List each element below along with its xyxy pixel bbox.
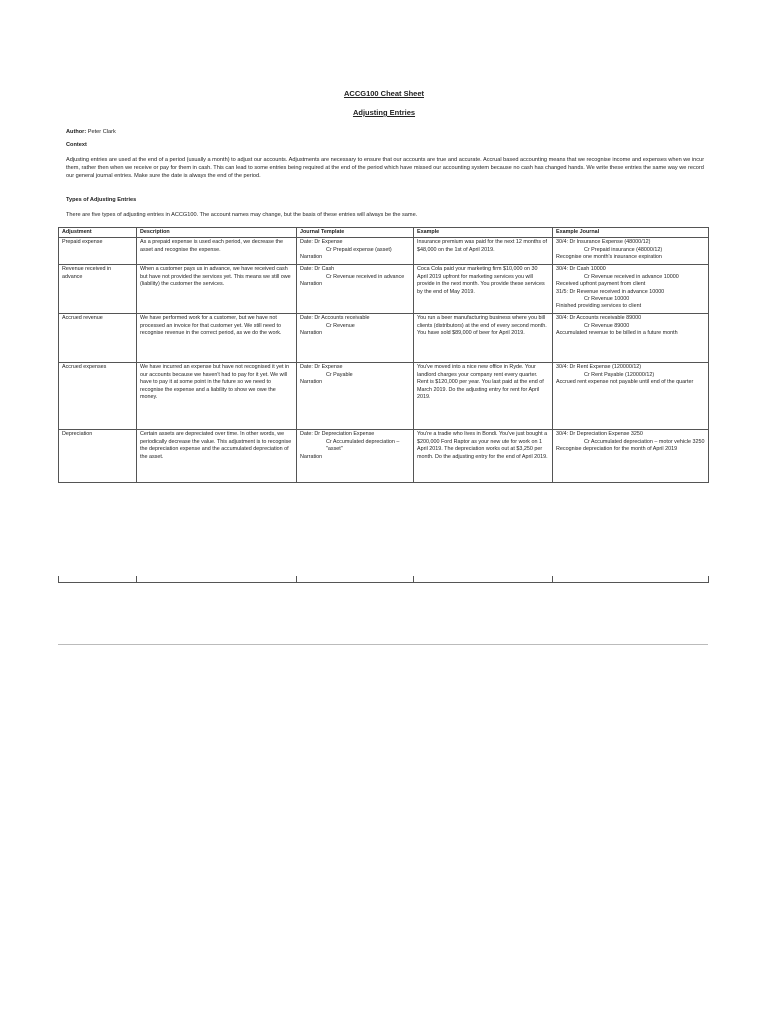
- template-line: Cr Revenue: [326, 322, 355, 329]
- journal-line: Cr Revenue 89000: [584, 322, 630, 329]
- journal-line: Accrued rent expense not payable until end of the quarter: [556, 379, 694, 386]
- journal-line: Cr Rent Payable (120000/12): [584, 371, 655, 378]
- template-cell: [297, 238, 414, 265]
- description-cell: Certain assets are depreciated over time. In other words, we periodically decrease the value. This adjustment is to recognise the depreciation expense and the accumulated depreciation of the asset.: [137, 430, 297, 483]
- journal-cell: [553, 238, 709, 265]
- journal-line: Received upfront payment from client: [556, 281, 646, 288]
- journal-line: Accumulated revenue to be billed in a future month: [556, 330, 678, 337]
- description-cell: We have performed work for a customer, but we have not processed an invoice for that customer yet. We still need to recognise revenue in the correct period, as we do the work.: [137, 314, 297, 363]
- description-cell: We have incurred an expense but have not recognised it yet in our accounts because we haven't had to pay for it yet. We will have to pay it at some point in the future so we need to recognise the expense and a liability to show we owe the money.: [137, 363, 297, 430]
- journal-line: 30/4: Dr Accounts receivable 89000: [556, 315, 642, 322]
- context-paragraph: Adjusting entries are used at the end of a period (usually a month) to adjust our accounts. Adjustments are necessary to ensure that our accounts are true and accurate. Accrual based accounting means that we recognise income and expenses when we incur them, rather then when we receive or pay for them in cash. This can lead to some entries being required at the end of the period which have missed our accounting system because no cash has changed hands. We write these entries the same way we record our general journal entries. Make sure the date is always the end of the period.: [66, 157, 705, 180]
- column-header-description: Description: [137, 228, 297, 238]
- page-divider: [58, 644, 708, 645]
- column-header-example: Example: [414, 228, 553, 238]
- journal-line: 30/4: Dr Depreciation Expense 3250: [556, 431, 643, 438]
- column-divider: [708, 576, 709, 583]
- journal-line: Cr Revenue received in advance 10000: [584, 273, 679, 280]
- journal-line: 30/4: Dr Cash 10000: [556, 266, 606, 273]
- template-cell: [297, 265, 414, 314]
- document-subtitle: Adjusting Entries: [352, 108, 416, 117]
- template-cell: [297, 314, 414, 363]
- journal-line: 30/4: Dr Insurance Expense (48000/12): [556, 239, 651, 246]
- table-row: [59, 238, 709, 265]
- adjustment-cell: Accrued revenue: [59, 314, 137, 363]
- table-row: [59, 363, 709, 430]
- template-line: Date: Dr Expense: [300, 239, 343, 246]
- template-line: Narration: [300, 330, 323, 337]
- template-line: Date: Dr Expense: [300, 364, 343, 371]
- adjustment-cell: Accrued expenses: [59, 363, 137, 430]
- document-title: ACCG100 Cheat Sheet: [343, 89, 425, 98]
- journal-line: Cr Revenue 10000: [584, 296, 630, 303]
- template-line: Cr Accumulated depreciation – "asset": [326, 438, 400, 453]
- journal-line: Recognise one month's insurance expiration: [556, 254, 662, 261]
- adjustment-cell: Revenue received in advance: [59, 265, 137, 314]
- adjustment-cell: Prepaid expense: [59, 238, 137, 265]
- journal-line: 30/4: Dr Rent Expense (120000/12): [556, 364, 642, 371]
- column-header-adjustment: Adjustment: [59, 228, 137, 238]
- types-heading: Types of Adjusting Entries: [66, 197, 137, 203]
- row-bottom-border: [58, 582, 708, 583]
- journal-cell: [553, 430, 709, 483]
- journal-cell: [553, 363, 709, 430]
- template-line: Date: Dr Accounts receivable: [300, 315, 370, 322]
- author-name: Peter Clark: [87, 129, 116, 135]
- template-line: Cr Payable: [326, 371, 353, 378]
- template-line: Narration: [300, 453, 323, 460]
- types-paragraph: There are five types of adjusting entries in ACCG100. The account names may change, but the basis of these entries will always be the same.: [66, 212, 418, 218]
- table-row: [59, 430, 709, 483]
- example-cell: Insurance premium was paid for the next 12 months of $48,000 on the 1st of April 2019.: [414, 238, 553, 265]
- template-line: Narration: [300, 254, 323, 261]
- journal-line: Cr Prepaid insurance (48000/12): [584, 246, 663, 253]
- example-cell: You run a beer manufacturing business where you bill clients (distributors) at the end of every second month. You have sold $89,000 of beer for April 2019.: [414, 314, 553, 363]
- column-header-journal-template: Journal Template: [297, 228, 414, 238]
- table-row: [59, 314, 709, 363]
- template-line: Date: Dr Depreciation Expense: [300, 431, 375, 438]
- journal-cell: [553, 265, 709, 314]
- example-cell: Coca Cola paid your marketing firm $10,000 on 30 April 2019 upfront for marketing services you will provide in the next month. You provide these services by the end of May 2019.: [414, 265, 553, 314]
- journal-cell: [553, 314, 709, 363]
- journal-line: Recognise depreciation for the month of April 2019: [556, 446, 678, 453]
- example-cell: You've moved into a nice new office in Ryde. Your landlord charges your company rent every quarter. Rent is $120,000 per year. You last paid at the end of March 2019. Do the adjusting entry for rent for April 2019.: [414, 363, 553, 430]
- column-header-example-journal: Example Journal: [553, 228, 709, 238]
- template-line: Cr Prepaid expense (asset): [326, 246, 392, 253]
- adjustment-cell: Depreciation: [59, 430, 137, 483]
- template-cell: [297, 430, 414, 483]
- description-cell: As a prepaid expense is used each period, we decrease the asset and recognise the expense.: [137, 238, 297, 265]
- example-cell: You're a tradie who lives in Bondi. You've just bought a $200,000 Ford Raptor as your new ute for work on 1 April 2019. The depreciation works out at $3,250 per month. Do the adjusting entry for the end of April 2019.: [414, 430, 553, 483]
- template-line: Cr Revenue received in advance: [326, 273, 405, 280]
- journal-line: Cr Accumulated depreciation – motor vehicle 3250: [584, 438, 705, 445]
- empty-table-row-fragment: [58, 576, 708, 583]
- context-heading: Context: [66, 142, 87, 148]
- author-line: [66, 128, 706, 136]
- template-line: Narration: [300, 281, 323, 288]
- template-line: Narration: [300, 379, 323, 386]
- table-header-row: [59, 228, 709, 238]
- journal-line: 31/5: Dr Revenue received in advance 10000: [556, 288, 665, 295]
- journal-line: Finished providing services to client: [556, 303, 642, 310]
- template-line: Date: Dr Cash: [300, 266, 335, 273]
- template-cell: [297, 363, 414, 430]
- adjusting-entries-table: [58, 227, 709, 483]
- author-label: Author:: [66, 129, 87, 135]
- table-row: [59, 265, 709, 314]
- description-cell: When a customer pays us in advance, we have received cash but have not provided the services yet. This means we still owe (liability) the customer the services.: [137, 265, 297, 314]
